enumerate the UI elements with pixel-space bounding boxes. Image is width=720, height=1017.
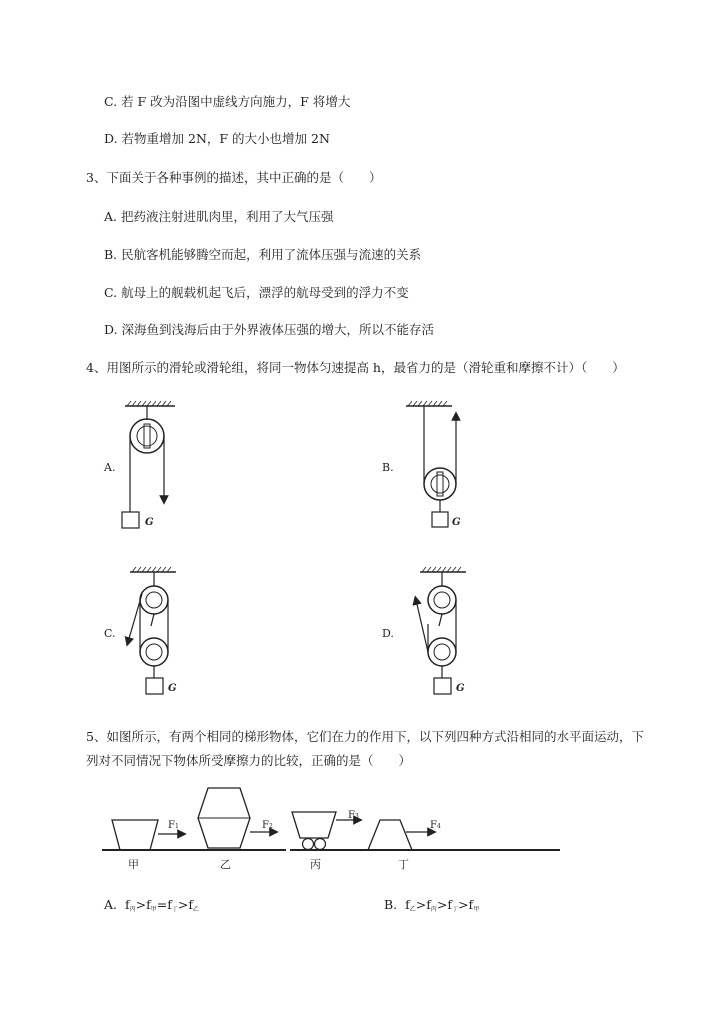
figure-jia: [112, 820, 182, 871]
weight-label-b: G: [452, 517, 461, 528]
q4-label-c: C.: [104, 627, 116, 640]
figure-bing: [292, 810, 359, 871]
figure-yi: [198, 788, 274, 871]
pulley-figure-d: [404, 564, 484, 704]
q4-label-a: A.: [104, 461, 116, 474]
trapezoid-figures: [100, 780, 680, 875]
q5-stem-line2: 列对不同情况下物体所受摩擦力的比较，正确的是（ ）: [86, 753, 412, 768]
figure-ding: [368, 820, 441, 871]
q2-option-c: C. 若 F 改为沿图中虚线方向施力，F 将增大: [104, 94, 351, 109]
pulley-figure-b: [404, 398, 474, 538]
svg-text:F4: F4: [430, 820, 441, 831]
caption-yi: 乙: [220, 858, 231, 871]
q3-stem: 3、下面关于各种事例的描述，其中正确的是（ ）: [86, 170, 382, 185]
weight-label-c: G: [168, 683, 177, 694]
q5-stem-line1: 5、如图所示，有两个相同的梯形物体，它们在力的作用下，以下列四种方式沿相同的水平面运动，下: [86, 729, 644, 744]
q4-label-b: B.: [382, 461, 394, 474]
q3-option-c: C. 航母上的舰载机起飞后，漂浮的航母受到的浮力不变: [104, 285, 409, 300]
q4-stem: 4、用图所示的滑轮或滑轮组，将同一物体匀速提高 h，最省力的是（滑轮重和摩擦不计）（ ）: [86, 360, 625, 375]
q4-label-d: D.: [382, 627, 394, 640]
q5-option-b: B. $f_乙>f_丙>f_丁>f_甲$: [384, 897, 480, 913]
q2-option-d: D. 若物重增加 2N，F 的大小也增加 2N: [104, 131, 330, 146]
q5-option-a: A. $f_丙>f_甲=f_丁>f_乙$: [104, 897, 200, 913]
q3-option-b: B. 民航客机能够腾空而起，利用了流体压强与流速的关系: [104, 247, 422, 262]
caption-jia: 甲: [128, 858, 139, 871]
pulley-figure-c: [118, 564, 198, 704]
q3-option-a: A. 把药液注射进肌肉里，利用了大气压强: [104, 209, 334, 224]
caption-bing: 丙: [310, 858, 321, 871]
weight-label-a: G: [145, 517, 154, 528]
svg-text:F3: F3: [348, 810, 359, 821]
pulley-figure-a: [120, 398, 190, 538]
svg-text:F2: F2: [262, 820, 273, 831]
caption-ding: 丁: [398, 858, 409, 871]
svg-text:F1: F1: [168, 820, 179, 831]
weight-label-d: G: [456, 683, 465, 694]
q3-option-d: D. 深海鱼到浅海后由于外界液体压强的增大，所以不能存活: [104, 322, 435, 337]
